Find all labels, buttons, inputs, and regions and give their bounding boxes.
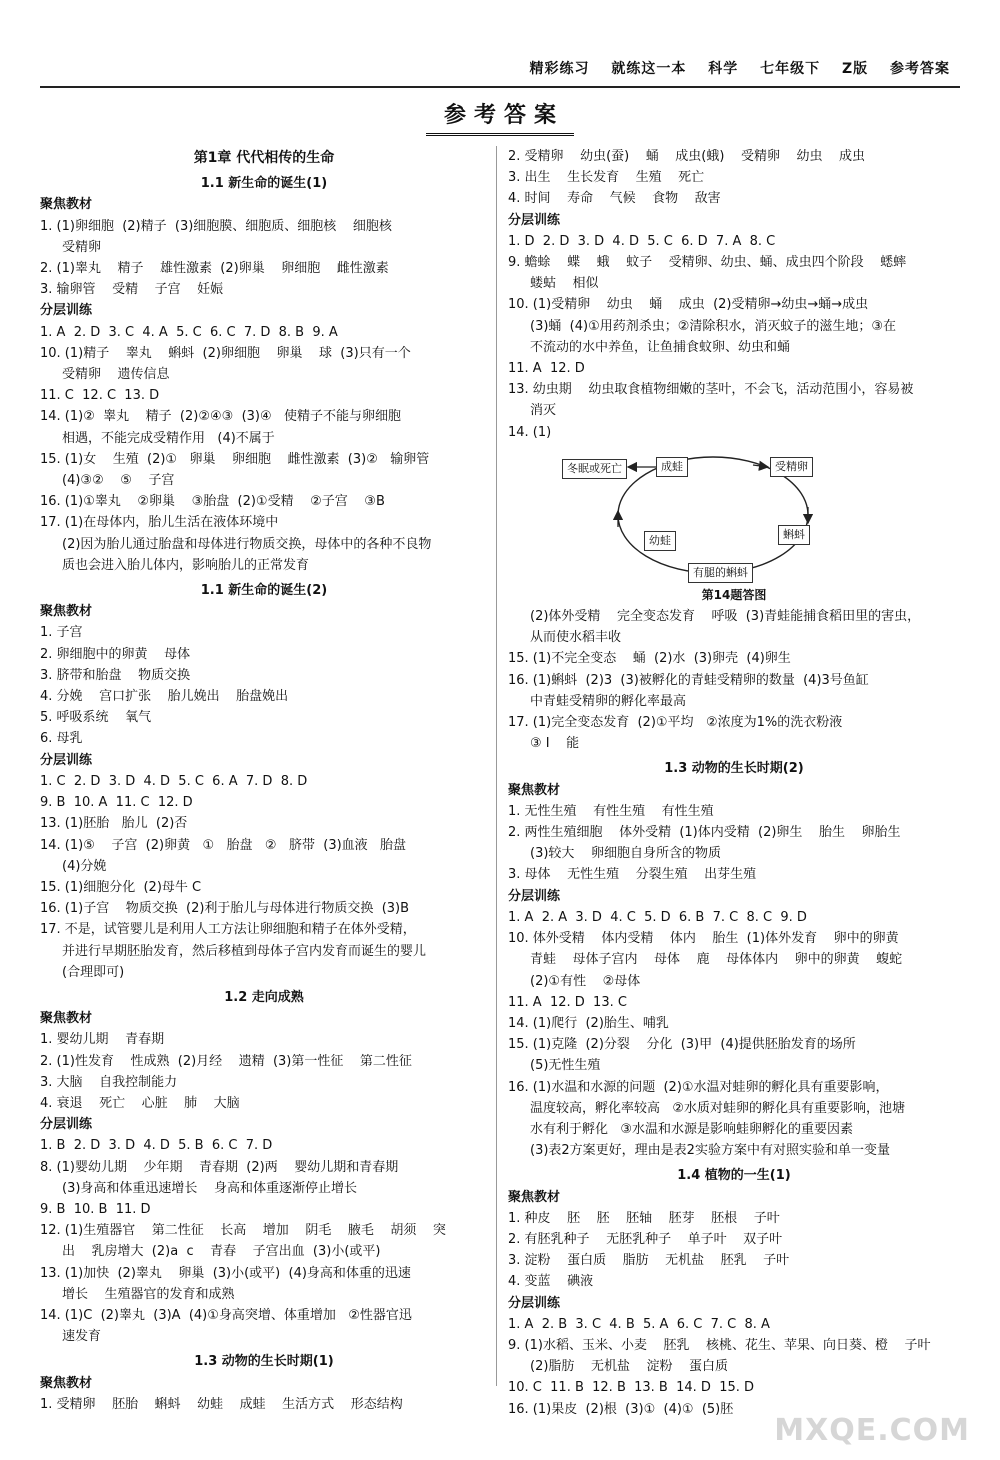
header-item: 就练这一本: [611, 61, 687, 77]
answer-line: 16. (1)果皮 (2)根 (3)① (4)① (5)胚: [508, 1401, 734, 1417]
answer-line-continued: 速发育: [62, 1329, 102, 1345]
page-title-text: 参考答案: [426, 96, 574, 136]
answer-line: 3. 淀粉 蛋白质 脂肪 无机盐 胚乳 子叶: [508, 1253, 790, 1269]
answer-line-continued: (合理即可): [62, 964, 125, 980]
answer-line: 14. (1)C (2)睾丸 (3)A (4)①身高突增、体重增加 ②性器官迅: [40, 1307, 412, 1323]
right-column-top: [508, 146, 960, 443]
answer-line-continued: (3)表2方案更好，理由是表2实验方案中有对照实验和单一变量: [530, 1143, 890, 1159]
answer-line: 3. 大脑 自我控制能力: [40, 1074, 178, 1090]
answer-line: 1. 婴幼儿期 青春期: [40, 1032, 165, 1048]
section-heading: 1.1 新生命的诞生(1): [200, 176, 328, 192]
answer-line-continued: (4)分娩: [62, 858, 107, 874]
column-divider: [496, 146, 497, 1386]
answer-line-continued: (3)较大 卵细胞自身所含的物质: [530, 846, 721, 862]
answer-line-continued: 相遇，不能完成受精作用 (4)不属于: [62, 430, 275, 446]
answer-line-continued: (3)身高和体重迅速增长 身高和体重逐渐停止增长: [62, 1180, 357, 1196]
running-header-text: [513, 58, 950, 78]
answer-line: 4. 分娩 宫口扩张 胎儿娩出 胎盘娩出: [40, 689, 289, 705]
subsection-heading: 聚焦教材: [508, 1189, 561, 1205]
watermark-logo: MXQE.COM: [774, 1413, 970, 1448]
answer-line: 2. 受精卵 幼虫(蚕) 蛹 成虫(蛾) 受精卵 幼虫 成虫: [508, 149, 865, 164]
answer-line: 16. (1)水温和水源的问题 (2)①水温对蛙卵的孵化具有重要影响，: [508, 1079, 889, 1095]
section-heading: 1.3 动物的生长时期(1): [194, 1354, 334, 1370]
right-column-bottom: [508, 606, 960, 1420]
answer-line: 9. (1)水稻、玉米、小麦 胚乳 核桃、花生、苹果、向日葵、橙 子叶: [508, 1337, 931, 1353]
answer-line: 1. 子宫: [40, 625, 83, 641]
answer-line: 5. 呼吸系统 氧气: [40, 710, 152, 726]
answer-line-continued: 出 乳房增大 (2)a c 青春 子宫出血 (3)小(或平): [62, 1244, 381, 1260]
section-heading: 1.2 走向成熟: [224, 989, 304, 1005]
answer-line: 1. A 2. B 3. C 4. B 5. A 6. C 7. C 8. A: [508, 1316, 770, 1332]
answer-line: 3. 脐带和胎盘 物质交换: [40, 667, 191, 683]
answer-line-continued: (2)体外受精 完全变态发育 呼吸 (3)青蛙能捕食稻田里的害虫，: [530, 609, 921, 625]
answer-line-continued: 水有利于孵化 ③水温和水源是影响蛙卵孵化的重要因素: [530, 1121, 854, 1137]
answer-line: 13. (1)胚胎 胎儿 (2)否: [40, 816, 188, 832]
answer-line: 1. A 2. D 3. C 4. A 5. C 6. C 7. D 8. B 9. A: [40, 324, 338, 340]
answer-line: 17. (1)在母体内，胎儿生活在液体环境中: [40, 515, 279, 531]
answer-line: 1. D 2. D 3. D 4. D 5. C 6. D 7. A 8. C: [508, 233, 776, 249]
answer-line: 3. 母体 无性生殖 分裂生殖 出芽生殖: [508, 867, 757, 883]
node-young-frog: 幼蛙: [644, 531, 676, 551]
answer-line-continued: 受精卵: [62, 239, 102, 255]
answer-line: 16. (1)①睾丸 ②卵巢 ③胎盘 (2)①受精 ②子宫 ③B: [40, 494, 385, 510]
answer-line: 1. (1)卵细胞 (2)精子 (3)细胞膜、细胞质、细胞核 细胞核: [40, 218, 392, 234]
answer-line: 14. (1)② 睾丸 精子 (2)②④③ (3)④ 使精子不能与卵细胞: [40, 409, 402, 425]
answer-line: 17. (1)完全变态发育 (2)①平均 ②浓度为1%的洗衣粉液: [508, 715, 843, 731]
answer-line: 3. 出生 生长发育 生殖 死亡: [508, 170, 705, 186]
answer-line-continued: (3)蛹 (4)①用药剂杀虫；②清除积水，消灭蚊子的滋生地；③在: [530, 318, 897, 334]
node-fertilized-egg: 受精卵: [770, 457, 813, 477]
answer-line: 13. (1)加快 (2)睾丸 卵巢 (3)小(或平) (4)身高和体重的迅速: [40, 1265, 411, 1281]
answer-line-continued: 消灭: [530, 403, 557, 419]
answer-line-continued: 蝼蛄 相似: [530, 276, 599, 292]
subsection-heading: 聚焦教材: [40, 197, 93, 213]
answer-line: 2. 两性生殖细胞 体外受精 (1)体内受精 (2)卵生 胎生 卵胎生: [508, 825, 901, 841]
subsection-heading: 聚焦教材: [40, 1011, 93, 1027]
section-heading: 1.4 植物的一生(1): [677, 1168, 791, 1184]
header-item: Z版: [841, 61, 869, 77]
header-item: 精彩练习: [529, 61, 590, 77]
answer-line: 11. A 12. D: [508, 361, 585, 377]
answer-line: 11. A 12. D 13. C: [508, 994, 627, 1010]
subsection-heading: 分层训练: [40, 752, 93, 768]
answer-line-continued: (5)无性生殖: [530, 1058, 601, 1074]
answer-line-continued: ③ Ⅰ 能: [530, 736, 580, 752]
answer-line: 6. 母乳: [40, 731, 83, 747]
answer-line-continued: 从而使水稻丰收: [530, 630, 622, 646]
left-column: [40, 146, 488, 1415]
subsection-heading: 聚焦教材: [508, 782, 561, 798]
section-heading: 1.1 新生命的诞生(2): [200, 583, 328, 599]
subsection-heading: 聚焦教材: [40, 604, 93, 620]
node-tadpole: 蝌蚪: [778, 525, 810, 545]
answer-line-continued: (4)③② ⑤ 子宫: [62, 473, 175, 489]
header-item: 参考答案: [890, 61, 950, 77]
answer-line: 10. C 11. B 12. B 13. B 14. D 15. D: [508, 1380, 755, 1396]
answer-line: 4. 变蓝 碘液: [508, 1274, 594, 1290]
answer-line: 9. B 10. B 11. D: [40, 1201, 151, 1217]
answer-line: 1. 种皮 胚 胚 胚轴 胚芽 胚根 子叶: [508, 1210, 780, 1226]
answer-line: 14. (1)⑤ 子宫 (2)卵黄 ① 胎盘 ② 脐带 (3)血液 胎盘: [40, 837, 407, 853]
answer-line: 1. 受精卵 胚胎 蝌蚪 幼蛙 成蛙 生活方式 形态结构: [40, 1396, 403, 1412]
answer-line: 11. C 12. C 13. D: [40, 388, 160, 404]
answer-line: 8. (1)婴幼儿期 少年期 青春期 (2)两 婴幼儿期和青春期: [40, 1159, 399, 1175]
chapter-heading: 第1章 代代相传的生命: [193, 150, 335, 166]
node-hibernate-death: 冬眠或死亡: [562, 459, 627, 479]
answer-line-continued: (2)因为胎儿通过胎盘和母体进行物质交换，母体中的各种不良物: [62, 536, 432, 552]
answer-line: 4. 时间 寿命 气候 食物 敌害: [508, 191, 721, 207]
answer-line: 10. 体外受精 体内受精 体内 胎生 (1)体外发育 卵中的卵黄: [508, 931, 899, 947]
answer-line: 9. 蟾蜍 蝶 蛾 蚊子 受精卵、幼虫、蛹、成虫四个阶段 蟋蟀: [508, 255, 907, 271]
running-header: [40, 52, 960, 88]
header-item: 七年级下: [760, 61, 821, 77]
subsection-heading: 分层训练: [40, 303, 93, 319]
answer-line: 14. (1)爬行 (2)胎生、哺乳: [508, 1015, 669, 1031]
answer-line: 1. C 2. D 3. D 4. D 5. C 6. A 7. D 8. D: [40, 773, 308, 789]
answer-line: 16. (1)蝌蚪 (2)3 (3)被孵化的青蛙受精卵的数量 (4)3号鱼缸: [508, 672, 869, 688]
life-cycle-diagram: [508, 445, 960, 585]
answer-line: 15. (1)细胞分化 (2)母牛 C: [40, 879, 202, 895]
answer-line: 9. B 10. A 11. C 12. D: [40, 795, 193, 811]
subsection-heading: 分层训练: [508, 212, 561, 228]
answer-line: 2. 有胚乳种子 无胚乳种子 单子叶 双子叶: [508, 1231, 783, 1247]
answer-line: 15. (1)不完全变态 蛹 (2)水 (3)卵壳 (4)卵生: [508, 651, 791, 667]
answer-line-continued: 青蛙 母体子宫内 母体 鹿 母体体内 卵中的卵黄 蝮蛇: [530, 952, 903, 968]
answer-line-continued: 受精卵 遗传信息: [62, 367, 170, 383]
answer-line: 1. B 2. D 3. D 4. D 5. B 6. C 7. D: [40, 1138, 273, 1154]
answer-line-continued: 并进行早期胚胎发育，然后移植到母体子宫内发育而诞生的婴儿: [62, 943, 427, 959]
right-column: [508, 146, 960, 1420]
answer-line: 13. 幼虫期 幼虫取食植物细嫩的茎叶，不会飞，活动范围小，容易被: [508, 382, 914, 398]
answer-line: 15. (1)克隆 (2)分裂 分化 (3)甲 (4)提供胚胎发育的场所: [508, 1037, 856, 1053]
header-item: 科学: [708, 61, 739, 77]
answer-line-continued: 质也会进入胎儿体内，影响胎儿的正常发育: [62, 557, 310, 573]
answer-line-continued: 中青蛙受精卵的孵化率最高: [530, 693, 687, 709]
answer-line: 2. 卵细胞中的卵黄 母体: [40, 646, 191, 662]
section-heading: 1.3 动物的生长时期(2): [664, 761, 804, 777]
answer-line: 10. (1)精子 睾丸 蝌蚪 (2)卵细胞 卵巢 球 (3)只有一个: [40, 345, 411, 361]
answer-line-continued: 不流动的水中养鱼，让鱼捕食蚊卵、幼虫和蛹: [530, 339, 791, 355]
subsection-heading: 分层训练: [508, 888, 561, 904]
answer-line: 17. 不是，试管婴儿是利用人工方法让卵细胞和精子在体外受精，: [40, 922, 416, 938]
answer-line-continued: 温度较高，孵化率较高 ②水质对蛙卵的孵化具有重要影响，池塘: [530, 1100, 906, 1116]
subsection-heading: 分层训练: [40, 1117, 93, 1133]
answer-line: 2. (1)性发育 性成熟 (2)月经 遗精 (3)第一性征 第二性征: [40, 1053, 412, 1069]
answer-line: 10. (1)受精卵 幼虫 蛹 成虫 (2)受精卵→幼虫→蛹→成虫: [508, 297, 869, 313]
subsection-heading: 聚焦教材: [40, 1375, 93, 1391]
answer-line: 1. 无性生殖 有性生殖 有性生殖: [508, 803, 714, 819]
answer-line: 15. (1)女 生殖 (2)① 卵巢 卵细胞 雌性激素 (3)② 输卵管: [40, 451, 430, 467]
subsection-heading: 分层训练: [508, 1295, 561, 1311]
answer-line: 3. 输卵管 受精 子宫 妊娠: [40, 282, 224, 298]
answer-line: 4. 衰退 死亡 心脏 肺 大脑: [40, 1095, 240, 1111]
answer-line: 16. (1)子宫 物质交换 (2)利于胎儿与母体进行物质交换 (3)B: [40, 901, 410, 917]
node-legged-tadpole: 有腿的蝌蚪: [688, 563, 753, 583]
answer-line-continued: 增长 生殖器官的发育和成熟: [62, 1286, 235, 1302]
answer-line: 14. (1): [508, 424, 552, 440]
answer-line-continued: (2)①有性 ②母体: [530, 973, 641, 989]
answer-line: 12. (1)生殖器官 第二性征 长高 增加 阴毛 腋毛 胡须 突: [40, 1223, 446, 1239]
figure-caption: 第14题答图: [701, 587, 767, 602]
node-adult-frog: 成蛙: [656, 457, 688, 477]
page-title: [0, 96, 1000, 136]
answer-line-continued: (2)脂肪 无机盐 淀粉 蛋白质: [530, 1359, 729, 1375]
answer-line: 1. A 2. A 3. D 4. C 5. D 6. B 7. C 8. C 9. D: [508, 909, 807, 925]
answer-line: 2. (1)睾丸 精子 雄性激素 (2)卵巢 卵细胞 雌性激素: [40, 261, 389, 277]
